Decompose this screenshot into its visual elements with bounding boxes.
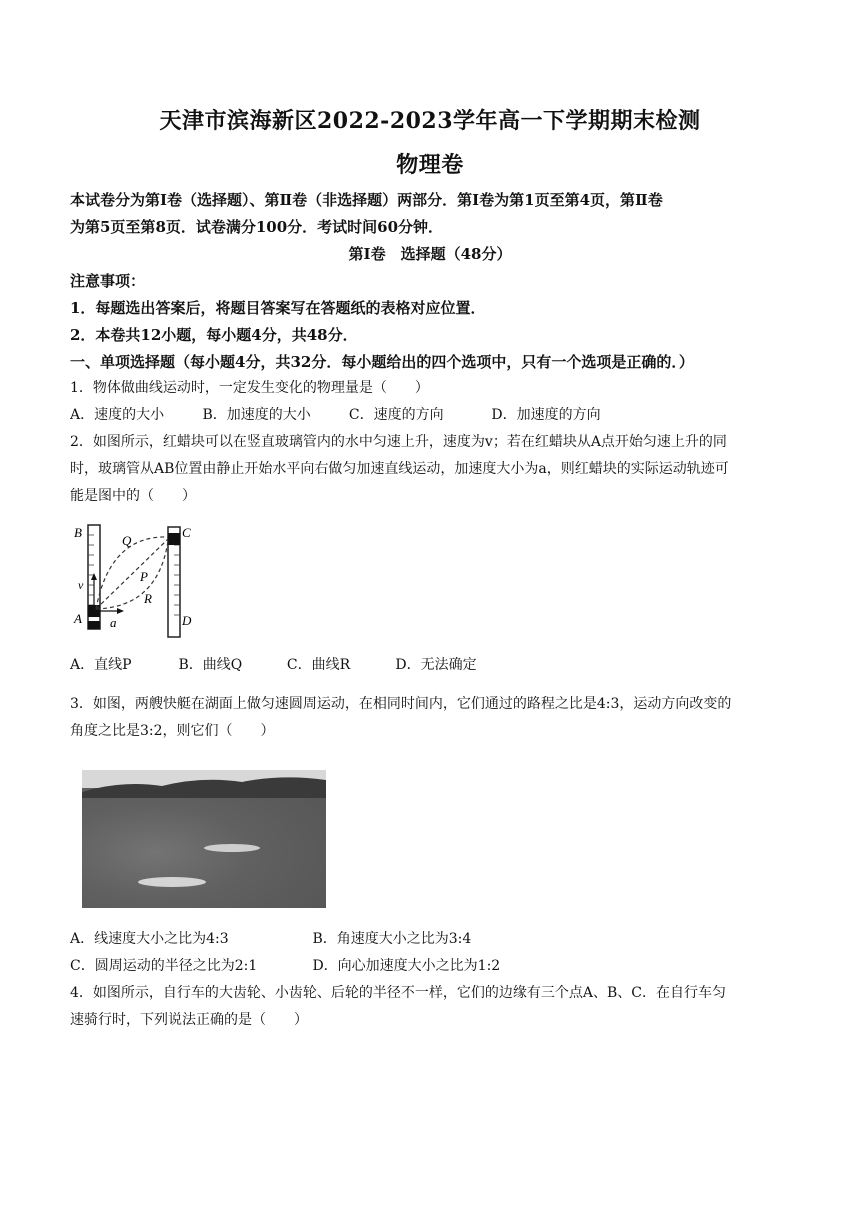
q2-option-b: B．曲线Q	[178, 657, 243, 673]
q4-line-1: 4．如图所示，自行车的大齿轮、小齿轮、后轮的半径不一样，它们的边缘有三个点A、B、C．在自行车匀	[70, 985, 727, 1001]
q2-option-a: A．直线P	[70, 657, 132, 673]
intro-line-1: 本试卷分为第Ⅰ卷（选择题）、第Ⅱ卷（非选择题）两部分．第Ⅰ卷为第1页至第4页，第Ⅱ卷	[70, 191, 663, 209]
q2-line-3: 能是图中的（ ）	[70, 488, 196, 504]
notes-item-2: 2．本卷共12小题，每小题4分，共48分．	[70, 326, 358, 344]
notes-item-1: 1．每题选出答案后，将题目答案写在答题纸的表格对应位置．	[70, 299, 486, 317]
fig-label-c: C	[182, 525, 191, 540]
q1-option-a: A．速度的大小	[70, 407, 165, 423]
q3-line-2: 角度之比是3:2，则它们（ ）	[70, 723, 275, 739]
fig-label-a-point: A	[74, 611, 82, 626]
q1-option-c: C．速度的方向	[348, 407, 444, 423]
q2-options	[70, 651, 800, 679]
section-1-heading: 一、单项选择题（每小题4分，共32分．每小题给出的四个选项中，只有一个选项是正确的．）	[70, 353, 694, 371]
q3-option-c: C．圆周运动的半径之比为2:1	[70, 958, 258, 974]
q4-line-2: 速骑行时，下列说法正确的是（ ）	[70, 1012, 308, 1028]
q3-option-b: B．角速度大小之比为3:4	[312, 931, 472, 947]
fig-label-r: R	[144, 591, 152, 606]
notes-heading: 注意事项：	[70, 272, 146, 290]
exam-title: 天津市滨海新区2022-2023学年高一下学期期末检测	[159, 108, 701, 134]
q3-options-row-1	[70, 925, 800, 953]
fig-label-b: B	[74, 525, 82, 540]
q3-option-d: D．向心加速度大小之比为1:2	[312, 958, 501, 974]
q3-line-1: 3．如图，两艘快艇在湖面上做匀速圆周运动，在相同时间内，它们通过的路程之比是4:3，运动方向改变的	[70, 696, 732, 712]
q3-option-a: A．线速度大小之比为4:3	[70, 931, 229, 947]
q2-line-2: 时，玻璃管从AB位置由静止开始水平向右做匀加速直线运动，加速度大小为a，则红蜡块的实际运动轨迹可	[70, 461, 729, 477]
q3-options-row-2	[70, 952, 800, 980]
exam-subtitle: 物理卷	[396, 152, 464, 178]
q1-stem: 1．物体做曲线运动时，一定发生变化的物理量是（ ）	[70, 380, 429, 396]
part-1-heading: 第Ⅰ卷 选择题（48分）	[348, 245, 512, 263]
fig-label-v: v	[78, 578, 84, 592]
fig-label-p: P	[140, 569, 148, 584]
q1-option-b: B．加速度的大小	[202, 407, 311, 423]
q2-line-1: 2．如图所示，红蜡块可以在竖直玻璃管内的水中匀速上升，速度为v；若在红蜡块从A点开始匀速上升的同	[70, 434, 727, 450]
fig-label-a-accel: a	[110, 615, 117, 630]
q3-lake-photo	[82, 770, 326, 908]
fig-label-d: D	[182, 613, 192, 628]
q2-option-c: C．曲线R	[286, 657, 351, 673]
q1-options	[70, 401, 800, 429]
q2-option-d: D．无法确定	[395, 657, 477, 673]
q2-figure-tubes	[70, 515, 210, 640]
intro-line-2: 为第5页至第8页．试卷满分100分．考试时间60分钟．	[70, 218, 444, 236]
fig-label-q: Q	[122, 533, 132, 548]
q1-option-d: D．加速度的方向	[491, 407, 601, 423]
